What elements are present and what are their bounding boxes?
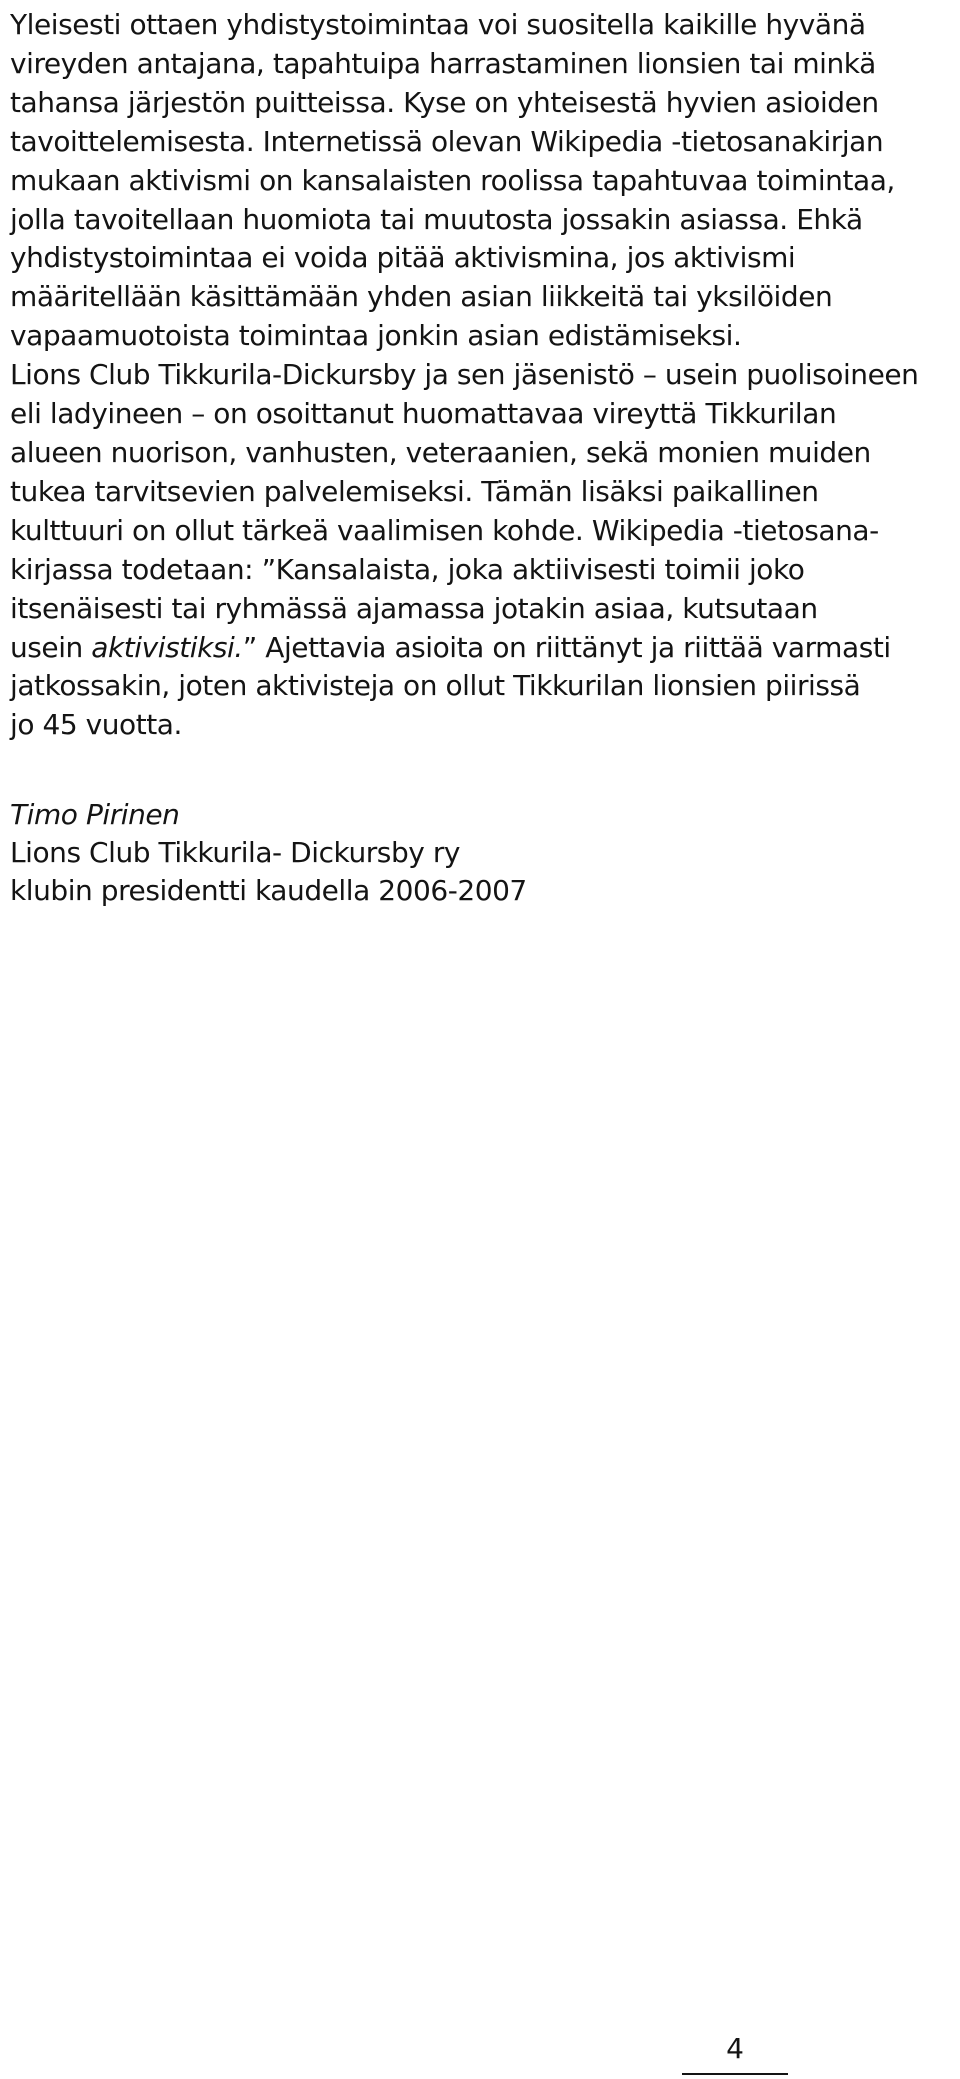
body-line: jatkossakin, joten aktivisteja on ollut Tikkurilan lionsien piirissä [10, 669, 861, 703]
body-line: itsenäisesti tai ryhmässä ajamassa jotakin asiaa, kutsutaan [10, 591, 818, 625]
body-line: tukea tarvitsevien palvelemiseksi. Tämän lisäksi paikallinen [10, 474, 819, 508]
signature-role: klubin presidentti kaudella 2006-2007 [10, 874, 527, 907]
page-number-underline [682, 2073, 788, 2075]
document-page [10, 0, 960, 745]
body-line: tavoittelemisesta. Internetissä olevan Wikipedia -tietosanakirjan [10, 124, 884, 158]
signature-organization: Lions Club Tikkurila- Dickursby ry [10, 836, 461, 869]
body-line: yhdistystoimintaa ei voida pitää aktivismina, jos aktivismi [10, 241, 796, 275]
body-line: määritellään käsittämään yhden asian liikkeitä tai yksilöiden [10, 280, 833, 314]
body-line: eli ladyineen – on osoittanut huomattavaa vireyttä Tikkurilan [10, 397, 837, 431]
signature-block [10, 796, 527, 910]
signature-name: Timo Pirinen [10, 798, 180, 831]
body-line: jolla tavoitellaan huomiota tai muutosta jossakin asiassa. Ehkä [10, 202, 863, 236]
body-line: vapaamuotoista toimintaa jonkin asian edistämiseksi. [10, 319, 742, 353]
body-line: vireyden antajana, tapahtuipa harrastaminen lionsien tai minkä [10, 46, 876, 80]
body-paragraph [10, 0, 960, 745]
body-line: Lions Club Tikkurila-Dickursby ja sen jäsenistö – usein puolisoineen [10, 358, 919, 392]
italic-term: aktivistiksi. [91, 630, 243, 664]
body-line: usein aktivistiksi.” Ajettavia asioita on riittänyt ja riittää varmasti [10, 630, 891, 664]
body-line: jo 45 vuotta. [10, 708, 182, 742]
body-line: mukaan aktivismi on kansalaisten roolissa tapahtuvaa toimintaa, [10, 163, 895, 197]
body-line: kulttuuri on ollut tärkeä vaalimisen kohde. Wikipedia -tietosana- [10, 513, 879, 547]
body-line: Yleisesti ottaen yhdistystoimintaa voi suositella kaikille hyvänä [10, 8, 866, 41]
body-line: tahansa järjestön puitteissa. Kyse on yhteisestä hyvien asioiden [10, 85, 879, 119]
body-line: alueen nuorison, vanhusten, veteraanien, sekä monien muiden [10, 435, 871, 469]
body-line: kirjassa todetaan: ”Kansalaista, joka aktiivisesti toimii joko [10, 552, 805, 586]
page-number: 4 [726, 2032, 744, 2065]
